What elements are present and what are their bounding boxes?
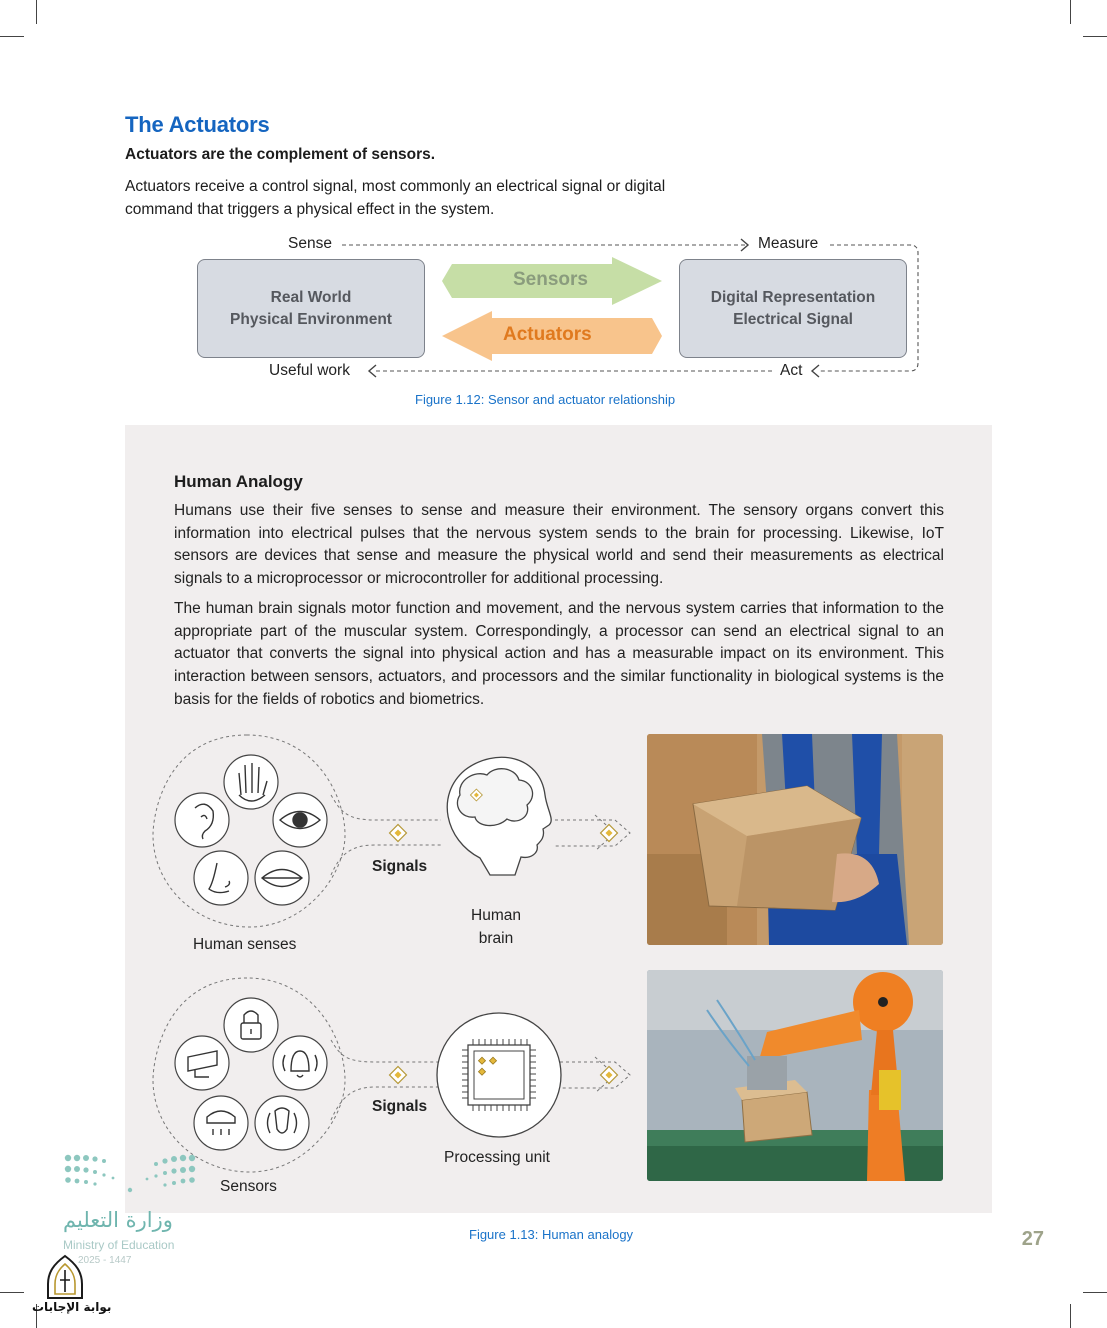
nose-icon: [194, 851, 248, 905]
ministry-name-english: Ministry of Education: [63, 1238, 175, 1252]
processing-unit-label: Processing unit: [444, 1149, 550, 1166]
act-label: Act: [776, 362, 806, 380]
page-number: 27: [1021, 1228, 1044, 1250]
signals-label-top: Signals: [372, 858, 428, 875]
person-carrying-box-photo: [647, 734, 943, 945]
crop-mark: [0, 1292, 24, 1293]
robot-photo-drawing: [647, 970, 943, 1181]
diagram-connectors: [0, 0, 1107, 420]
real-world-line1: Real World: [270, 288, 352, 306]
section-subtitle: Actuators are the complement of sensors.: [125, 146, 436, 163]
ministry-year: 2025 - 1447: [78, 1255, 132, 1266]
ministry-name-arabic: وزارة التعليم: [63, 1208, 173, 1232]
robotic-arm-photo: [647, 970, 943, 1181]
human-senses-label: Human senses: [193, 936, 297, 953]
digital-line2: Electrical Signal: [733, 310, 853, 328]
sensors-cluster-label: Sensors: [220, 1178, 277, 1195]
ministry-logo-dots: [62, 1150, 202, 1198]
digital-line1: Digital Representation: [710, 288, 876, 306]
person-photo-drawing: [647, 734, 943, 945]
answers-portal-text: بوابة الإجابات: [32, 1300, 112, 1314]
chip-icon: [437, 1013, 561, 1137]
figure-1-13-caption: Figure 1.13: Human analogy: [469, 1227, 634, 1242]
real-world-box: [197, 259, 425, 358]
ear-icon: [175, 793, 229, 847]
senses-to-brain-line: [331, 795, 441, 820]
useful-work-label: Useful work: [265, 362, 354, 380]
human-brain-label: [471, 904, 521, 950]
human-analogy-panel: [125, 425, 992, 1213]
measure-label: Measure: [754, 235, 822, 253]
analogy-paragraph-2: The human brain signals motor function and movement, and the nervous system carries that information to the appropriate part of the muscular system. Correspondingly, a processor can send an electrical signal to an actuator that converts the signal into physical action and has a measurable impact on its environment. This interaction between sensors, actuators, and processors and the similar functionality in biological systems is the basis for the fields of robotics and biometrics.: [174, 600, 944, 708]
brain-icon: [447, 757, 551, 875]
alarm-bell-icon: [273, 1036, 327, 1090]
camera-icon: [175, 1036, 229, 1090]
section-title: The Actuators: [125, 112, 270, 137]
intro-paragraph: Actuators receive a control signal, most commonly an electrical signal or digital command that triggers a physical effect in the system.: [125, 178, 666, 218]
human-brain-label-line1: Human: [471, 907, 521, 924]
signals-label-bottom: Signals: [372, 1098, 428, 1115]
motion-sensor-icon: [255, 1096, 309, 1150]
analogy-paragraph-1: Humans use their five senses to sense and measure their environment. The sensory organs convert this information into electrical pulses that the nervous system sends to the brain for processing. Likewise, IoT sensors are devices that sense and measure the physical world and send their measurements as electrical signals to a microprocessor or microcontroller for additional processing.: [174, 502, 944, 588]
actuators-label: Actuators: [503, 324, 592, 345]
digital-representation-box: [679, 259, 907, 358]
sensors-label: Sensors: [513, 269, 588, 290]
sense-label: Sense: [284, 235, 336, 253]
lock-icon: [224, 998, 278, 1052]
human-analogy-heading: Human Analogy: [174, 472, 303, 491]
human-brain-label-line2: brain: [478, 930, 514, 947]
crop-mark: [1083, 1292, 1107, 1293]
figure-1-12-caption: Figure 1.12: Sensor and actuator relationship: [415, 392, 676, 407]
real-world-line2: Physical Environment: [230, 310, 392, 328]
crop-mark: [1070, 1304, 1071, 1328]
answers-portal-logo-icon: [44, 1254, 86, 1300]
